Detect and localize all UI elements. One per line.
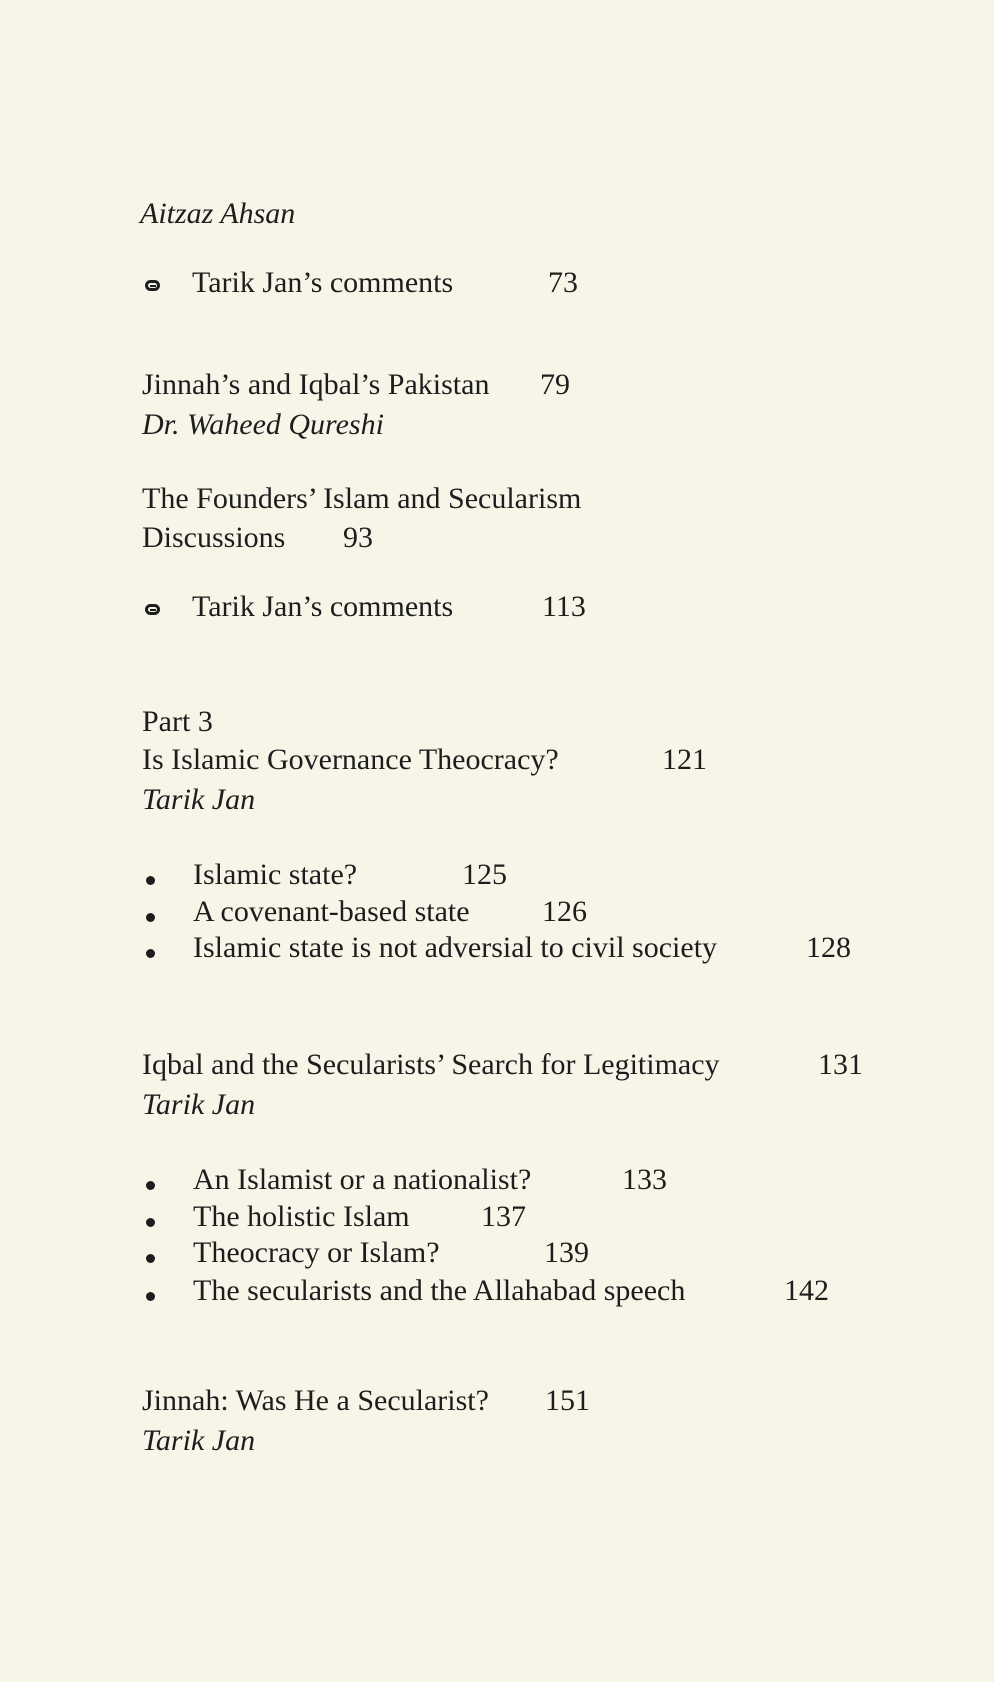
bullet-label: The holistic Islam	[193, 1200, 410, 1233]
page-number: 128	[806, 931, 851, 964]
bullet-icon	[146, 1292, 155, 1301]
bullet-icon	[146, 1181, 155, 1190]
bullet-icon	[146, 913, 155, 922]
author-name: Aitzaz Ahsan	[140, 197, 296, 230]
page-number: 139	[544, 1236, 589, 1269]
bullet-label: Theocracy or Islam?	[193, 1236, 440, 1269]
chapter-author: Tarik Jan	[142, 1088, 256, 1121]
bullet-label: Islamic state is not adversial to civil society	[193, 931, 718, 964]
chapter-title: Iqbal and the Secularists’ Search for Legitimacy	[142, 1048, 720, 1081]
chapter-title: Jinnah: Was He a Secularist?	[142, 1384, 489, 1417]
page-number: 142	[784, 1274, 829, 1307]
bullet-label: The secularists and the Allahabad speech	[193, 1274, 686, 1307]
page-number: 79	[540, 368, 570, 401]
chapter-title: Jinnah’s and Iqbal’s Pakistan	[142, 368, 490, 401]
chapter-author: Tarik Jan	[142, 1424, 256, 1457]
page-number: 113	[542, 590, 586, 623]
bullet-icon	[146, 1218, 155, 1227]
page-number: 137	[481, 1200, 526, 1233]
bullet-icon	[146, 949, 155, 958]
bullet-label: An Islamist or a nationalist?	[193, 1163, 532, 1196]
circle-arrow-icon	[145, 280, 160, 291]
page-number: 126	[542, 895, 587, 928]
chapter-author: Dr. Waheed Qureshi	[142, 408, 384, 441]
chapter-author: Tarik Jan	[142, 783, 256, 816]
page-number: 133	[622, 1163, 667, 1196]
chapter-title: The Founders’ Islam and Secularism	[142, 482, 582, 515]
bullet-icon	[146, 1254, 155, 1263]
bullet-label: Islamic state?	[193, 858, 358, 891]
page-number: 121	[662, 743, 707, 776]
page-number: 131	[818, 1048, 863, 1081]
page-number: 73	[548, 266, 578, 299]
toc-entry-label: Tarik Jan’s comments	[192, 590, 454, 623]
bullet-label: A covenant-based state	[193, 895, 470, 928]
page-number: 93	[343, 521, 373, 554]
page-number: 125	[462, 858, 507, 891]
chapter-title: Is Islamic Governance Theocracy?	[142, 743, 559, 776]
chapter-subtitle: Discussions	[142, 521, 286, 554]
part-label: Part 3	[142, 705, 213, 738]
circle-arrow-icon	[145, 604, 160, 615]
toc-entry-label: Tarik Jan’s comments	[192, 266, 454, 299]
bullet-icon	[146, 876, 155, 885]
page-number: 151	[545, 1384, 590, 1417]
